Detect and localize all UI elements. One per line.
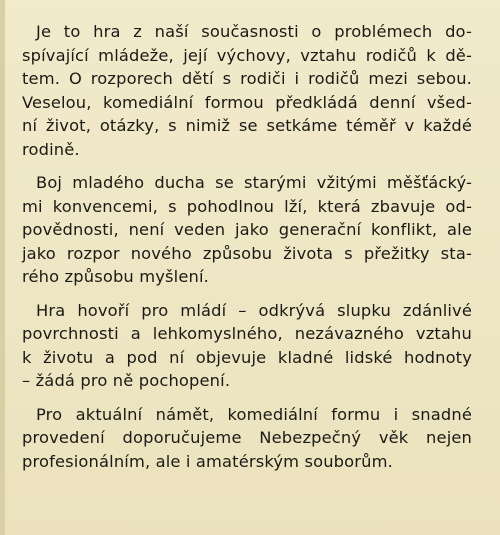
text-line: – žádá pro ně pochopení.: [22, 371, 231, 390]
body-text: [22, 20, 472, 483]
text-line: Hra hovoří pro mládí – odkrývá slupku zdánlivé: [36, 300, 472, 320]
text-line: Pro aktuální námět, komediální formu i snadné: [36, 404, 472, 424]
paragraph-4: [22, 403, 472, 474]
text-line: povrchnosti a lehkomyslného, nezávazného vztahu: [22, 324, 472, 343]
text-line: rodině.: [22, 139, 80, 159]
text-line: profesionálním, ale i amatérským souborům.: [22, 451, 393, 471]
text-line: provedení doporučujeme Nebezpečný věk nejen: [22, 428, 472, 447]
paragraph-1: [22, 20, 472, 161]
text-line: Je to hra z naší současnosti o problémech do-: [36, 22, 472, 41]
text-line: jako rozpor nového způsobu života s přežitky sta-: [22, 243, 472, 263]
text-line: k životu a pod ní objevuje kladné lidské hodnoty: [22, 347, 472, 367]
text-line: Boj mladého ducha se starými vžitými měšťácký-: [36, 173, 472, 192]
paragraph-3: [22, 299, 472, 393]
text-line: povědnosti, není veden jako generační konflikt, ale: [22, 220, 472, 239]
text-line: spívající mládeže, její výchovy, vztahu rodičů k dě-: [22, 45, 472, 65]
text-line: Veselou, komediální formou předkládá denní všed-: [22, 92, 472, 112]
page-edge: [0, 0, 5, 535]
text-line: mi konvencemi, s pohodlnou lží, která zbavuje od-: [22, 196, 472, 216]
text-line: ní život, otázky, s nimiž se setkáme téměř v každé: [22, 116, 472, 135]
text-line: tem. O rozporech dětí s rodiči i rodičů mezi sebou.: [22, 69, 472, 88]
paragraph-2: [22, 171, 472, 289]
text-line: rého způsobu myšlení.: [22, 267, 209, 286]
